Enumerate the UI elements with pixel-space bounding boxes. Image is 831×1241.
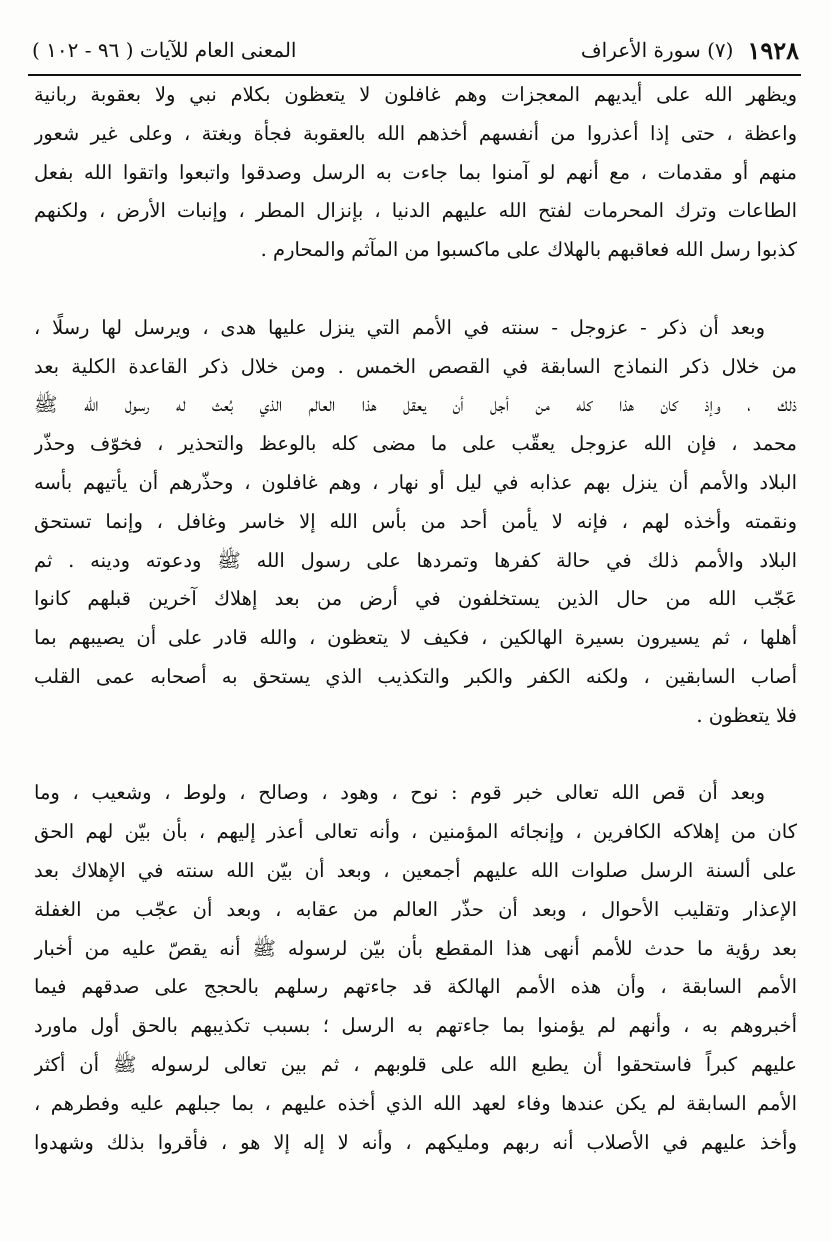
text-line: بعد رؤية ما حدث للأمم أنهى هذا المقطع بأن بيّن لرسوله ﷺ أنه يقصّ عليه من أخبار [34, 936, 797, 960]
text-line: ونقمته وأخذه لهم ، فإنه لا يأمن أحد من بأس الله إلا خاسر وغافل ، وإنما تستحق [34, 509, 797, 533]
paragraph-3 [34, 774, 797, 1162]
text-line: الإعذار وتقليب الأحوال ، وبعد أن حذّر العالم من عقابه ، وبعد أن عجّب من الغفلة [34, 897, 797, 921]
page-number: ١٩٢٨ [747, 35, 799, 65]
text-line: على ألسنة الرسل صلوات الله عليهم أجمعين ، وبعد أن بيّن الله سنته في الإهلاك بعد [34, 858, 797, 882]
text-line: الطاعات وترك المحرمات لفتح الله عليهم الدنيا ، بإنزال المطر ، وإنبات الأرض ، ولكنهم [34, 199, 797, 223]
text-line: وبعد أن قص الله تعالى خبر قوم : نوح ، وهود ، وصالح ، ولوط ، وشعيب ، وما [34, 781, 765, 805]
text-line: الأمم السابقة لم يكن عندها وفاء لعهد الله الذي أخذه عليهم ، بما جبلهم عليه وفطرهم ، [34, 1091, 797, 1115]
text-line: أهلها ، ثم يسيرون بسيرة الهالكين ، فكيف لا يتعظون ، والله قادر على أن يصيبهم بما [34, 626, 797, 650]
paragraph-2 [34, 309, 797, 736]
text-line: وأخذ عليهم في الأصلاب أنه ربهم ومليكهم ، وأنه لا إله إلا هو ، فأقروا بذلك وشهدوا [34, 1130, 797, 1154]
text-line: منهم أو مقدمات ، مع أنهم لو آمنوا بما جاءت به الرسل وصدقوا واتبعوا واتقوا الله بفعل [34, 160, 797, 184]
page-header [32, 30, 799, 70]
text-line: عَجّب الله من حال الذين يستخلفون في أرض من بعد إهلاك آخرين قبلهم كانوا [34, 587, 797, 611]
text-line: ذلك ، وإذ كان هذا كله من أجل أن يعقل هذا العالم الذي بُعث له رسول الله ﷺ [34, 393, 797, 417]
text-line: محمد ، فإن الله عزوجل يعقّب على ما مضى كله بالوعظ والتحذير ، فخوّف وحذّر [34, 432, 797, 456]
text-line: وبعد أن ذكر - عزوجل - سنته في الأمم التي ينزل عليها هدى ، ويرسل لها رسلًا ، [34, 315, 765, 339]
text-line: فلا يتعظون . [696, 703, 797, 727]
text-line: عليهم كبراً فاستحقوا أن يطبع الله على قلوبهم ، ثم بين تعالى لرسوله ﷺ أن أكثر [34, 1052, 797, 1076]
paragraph-gap [34, 270, 797, 309]
text-line: البلاد والأمم أن ينزل بهم عذابه في ليل أو نهار ، وهم غافلون ، وحذّرهم أن يأتيهم بأسه [34, 470, 797, 494]
text-line: البلاد والأمم ذلك في حالة كفرها وتمردها على رسول الله ﷺ ودعوته ودينه . ثم [34, 548, 797, 572]
text-line: أصاب السابقين ، ولكنه الكفر والكبر والتكذيب الذي يستحق به أصحابه عمى القلب [34, 664, 797, 688]
text-line: ويظهر الله على أيديهم المعجزات وهم غافلون لا يتعظون بكلام نبي ولا بعقوبة ربانية [34, 83, 797, 106]
text-line: كذبوا رسل الله فعاقبهم بالهلاك على ماكسبوا من المآثم والمحارم . [260, 238, 797, 262]
section-title: المعنى العام للآيات ( ٩٦ - ١٠٢ ) [32, 38, 297, 62]
text-line: أخبروهم به ، وأنهم لم يؤمنوا بما جاءتهم به الرسل ؛ بسبب تكذيبهم بالحق أول ماورد [34, 1014, 797, 1038]
page-body [34, 76, 797, 1162]
header-right [581, 36, 799, 65]
text-line: كان من إهلاكه الكافرين ، وإنجائه المؤمنين ، وأنه تعالى أعذر إليهم ، بأن بيّن لهم الحق [34, 820, 797, 844]
paragraph-1 [34, 76, 797, 270]
paragraph-gap [34, 736, 797, 775]
text-line: واعظة ، حتى إذا أعذروا من أنفسهم أخذهم الله بالعقوبة فجأة وبغتة ، وعلى غير شعور [34, 121, 797, 145]
text-line: من خلال ذكر النماذج السابقة في القصص الخمس . ومن خلال ذكر القاعدة الكلية بعد [34, 354, 797, 378]
surah-title: (٧) سورة الأعراف [580, 38, 734, 62]
text-line: الأمم السابقة ، وأن هذه الأمم الهالكة قد جاءتهم رسلهم بالحجج على صدقهم فيما [34, 975, 797, 999]
